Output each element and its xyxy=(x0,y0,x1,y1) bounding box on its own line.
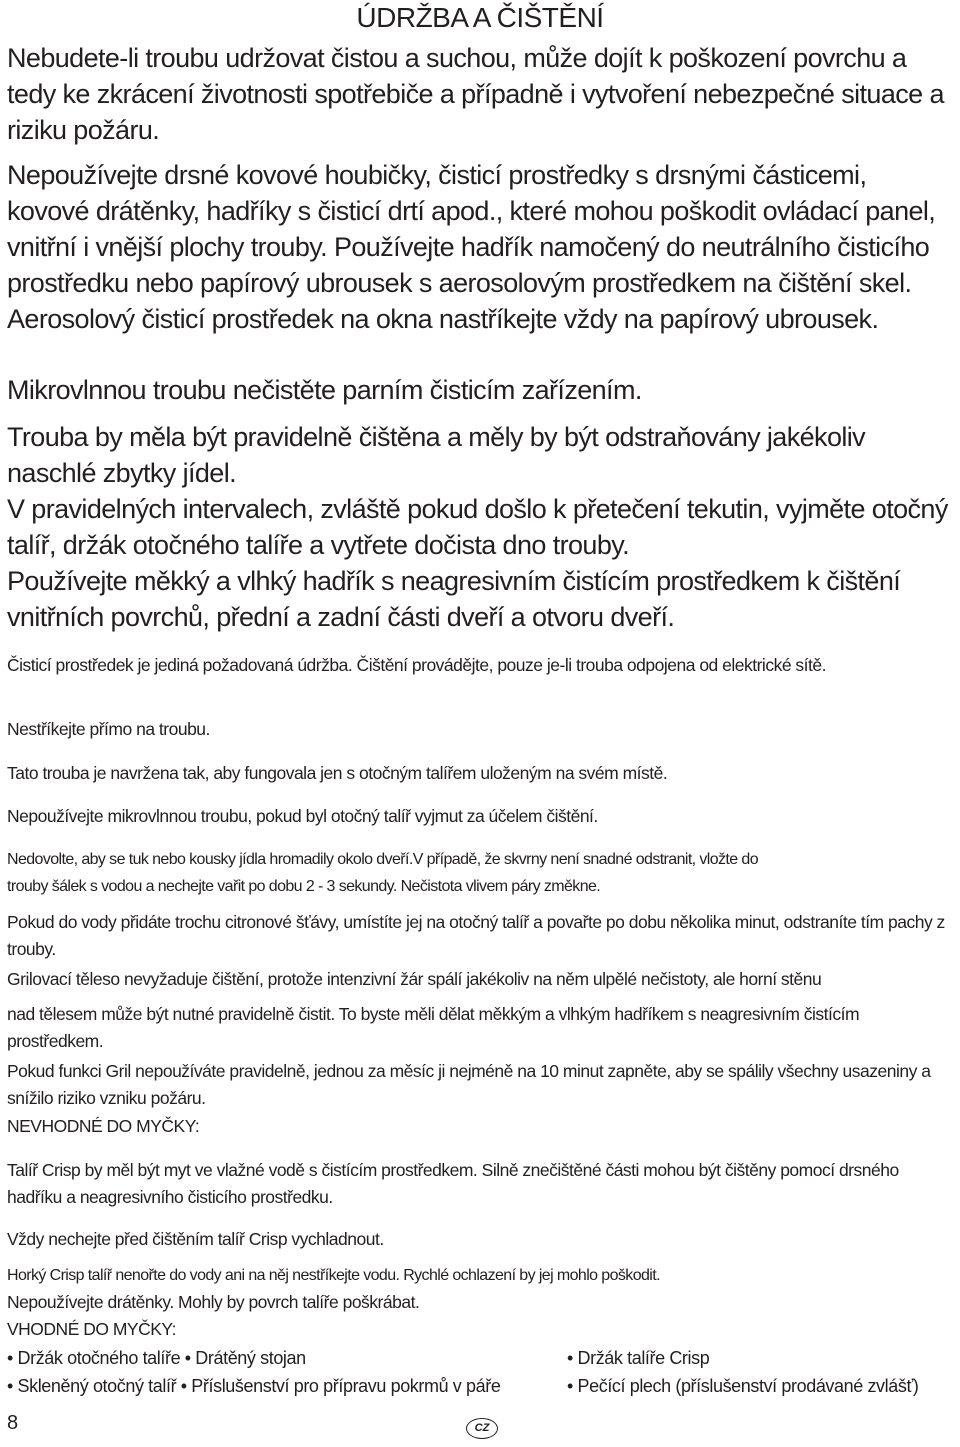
paragraph-lemon-juice: Pokud do vody přidáte trochu citronové šťávy, umístíte jej na otočný talíř a povařte po dobu několika minut, odstraníte tím pachy z trouby. xyxy=(7,912,945,959)
paragraph-grill-monthly: Pokud funkci Gril nepoužíváte pravidelně, jednou za měsíc ji nejméně na 10 minut zapněte, aby se spálily všechny usazeniny a snížilo riziko vzniku požáru. xyxy=(7,1061,931,1108)
language-badge: CZ xyxy=(466,1418,498,1439)
paragraph-crisp-plate-washing: Talíř Crisp by měl být myt ve vlažné vodě s čistícím prostředkem. Silně znečištěné části mohou být čištěny pomocí drsného hadříku a neagresivního čisticího prostředku. xyxy=(7,1160,899,1207)
list-item-dishwasher-left-1: • Držák otočného talíře • Drátěný stojan xyxy=(7,1348,306,1368)
paragraph-crisp-cool-down: Vždy nechejte před čištěním talíř Crisp vychladnout. xyxy=(7,1229,384,1249)
page-title: ÚDRŽBA A ČIŠTĚNÍ xyxy=(356,2,604,33)
paragraph-no-steel-wool: Nepoužívejte drátěnky. Mohly by povrch talíře poškrábat. xyxy=(7,1292,420,1312)
page-number: 8 xyxy=(7,1412,19,1434)
paragraph-turntable-in-place: Tato trouba je navržena tak, aby fungovala jen s otočným talířem uloženým na svém místě. xyxy=(7,763,668,783)
paragraph-no-use-without-turntable: Nepoužívejte mikrovlnnou troubu, pokud byl otočný talíř vyjmut za účelem čištění. xyxy=(7,806,598,826)
list-item-dishwasher-right-2: • Pečící plech (příslušenství prodávané zvlášť) xyxy=(567,1376,919,1396)
paragraph-grease-line-1: Nedovolte, aby se tuk nebo kousky jídla hromadily okolo dveří.V případě, že skvrny není snadné odstranit, vložte do xyxy=(7,851,759,868)
paragraph-grill-line-2: nad tělesem může být nutné pravidelně čistit. To byste měli dělat měkkým a vlhkým hadříkem s neagresivním čistícím prostředkem. xyxy=(7,1004,860,1051)
paragraph-soft-cloth: Používejte měkký a vlhký hadřík s neagresivním čistícím prostředkem k čištění vnitřních povrchů, přední a zadní části dveří a otvoru dveří. xyxy=(7,566,901,632)
paragraph-turntable-removal: V pravidelných intervalech, zvláště pokud došlo k přetečení tekutin, vyjměte otočný talíř, držák otočného talíře a vytřete dočista dno trouby. xyxy=(7,494,948,560)
paragraph-grill-line-1: Grilovací těleso nevyžaduje čištění, protože intenzivní žár spálí jakékoliv na něm ulpělé nečistoty, ale horní stěnu xyxy=(7,969,822,989)
paragraph-regular-cleaning: Trouba by měla být pravidelně čištěna a měly by být odstraňovány jakékoliv naschlé zbytky jídel. xyxy=(7,422,866,488)
paragraph-detergent-only: Čisticí prostředek je jediná požadovaná údržba. Čištění provádějte, pouze je-li trouba odpojena od elektrické sítě. xyxy=(7,655,826,675)
paragraph-damage-warning: Nebudete-li troubu udržovat čistou a suchou, může dojít k poškození povrchu a tedy ke zkrácení životnosti spotřebiče a případně i vytvoření nebezpečné situace a riziku požáru. xyxy=(7,43,944,145)
list-item-dishwasher-right-1: • Držák talíře Crisp xyxy=(567,1348,710,1368)
heading-dishwasher-safe: VHODNÉ DO MYČKY: xyxy=(7,1319,176,1339)
paragraph-abrasive-warning: Nepoužívejte drsné kovové houbičky, čisticí prostředky s drsnými částicemi, kovové drátěnky, hadříky s čisticí drtí apod., které mohou poškodit ovládací panel, vnitřní i vnější plochy trouby. Používejte hadřík namočený do neutrálního čisticího prostředku nebo papírový ubrousek s aerosolovým prostředkem na čištění skel. Aerosolový čisticí prostředek na okna nastříkejte vždy na papírový ubrousek. xyxy=(7,160,936,334)
paragraph-crisp-hot: Horký Crisp talíř nenořte do vody ani na něj nestříkejte vodu. Rychlé ochlazení by jej mohlo poškodit. xyxy=(7,1267,660,1284)
paragraph-no-spray: Nestříkejte přímo na troubu. xyxy=(7,719,210,739)
heading-not-dishwasher-safe: NEVHODNÉ DO MYČKY: xyxy=(7,1116,200,1136)
list-item-dishwasher-left-2: • Skleněný otočný talíř • Příslušenství pro přípravu pokrmů v páře xyxy=(7,1376,501,1396)
paragraph-grease-line-2: trouby šálek s vodou a nechejte vařit po dobu 2 - 3 sekundy. Nečistota vlivem páry změkne. xyxy=(7,878,601,895)
paragraph-steam-cleaner: Mikrovlnnou troubu nečistěte parním čisticím zařízením. xyxy=(7,375,642,405)
